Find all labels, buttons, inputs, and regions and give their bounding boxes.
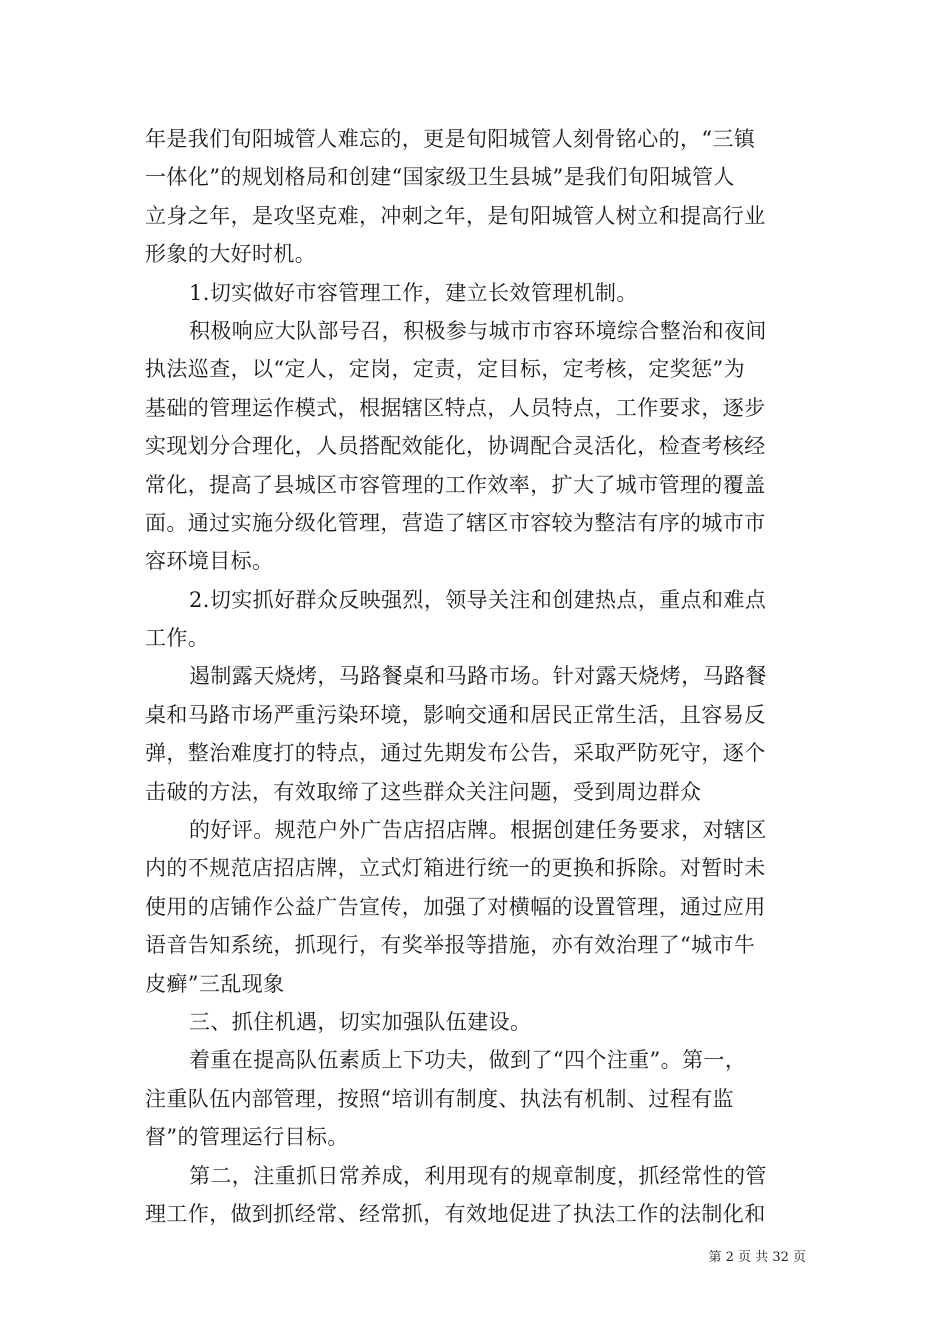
text-line: 第二，注重抓日常养成，利用现有的规章制度，抓经常性的管 <box>189 1163 767 1188</box>
text-line: 容环境目标。 <box>145 549 274 574</box>
text-line: 弹，整治难度打的特点，通过先期发布公告，采取严防死守，逐个 <box>145 741 766 766</box>
text-line: 执法巡查，以“定人，定岗，定责，定目标，定考核，定奖惩”为 <box>145 357 746 382</box>
text-line: 语音告知系统，抓现行，有奖举报等措施，亦有效治理了“城市牛 <box>145 933 756 958</box>
text-line: 注重队伍内部管理，按照“培训有制度、执法有机制、过程有监 <box>145 1086 734 1111</box>
text-line: 1.切实做好市容管理工作，建立长效管理机制。 <box>189 280 638 305</box>
text-line: 的好评。规范户外广告店招店牌。根据创建任务要求，对辖区 <box>189 818 767 843</box>
text-line: 基础的管理运作模式，根据辖区特点，人员特点，工作要求，逐步 <box>145 395 766 420</box>
text-line: 面。通过实施分级化管理，营造了辖区市容较为整洁有序的城市市 <box>145 510 766 535</box>
text-line: 内的不规范店招店牌，立式灯箱进行统一的更换和拆除。对暂时未 <box>145 856 766 881</box>
text-line: 督”的管理运行目标。 <box>145 1125 349 1150</box>
text-line: 着重在提高队伍素质上下功夫，做到了“四个注重”。第一， <box>189 1048 747 1073</box>
text-line: 桌和马路市场严重污染环境，影响交通和居民正常生活，且容易反 <box>145 702 766 727</box>
page-number: 第 2 页 共 32 页 <box>708 1250 806 1265</box>
text-line: 积极响应大队部号召，积极参与城市市容环境综合整治和夜间 <box>189 318 767 343</box>
text-line: 年是我们旬阳城管人难忘的，更是旬阳城管人刻骨铭心的，“三镇 <box>145 127 756 151</box>
text-line: 实现划分合理化，人员搭配效能化，协调配合灵活化，检查考核经 <box>145 434 766 459</box>
text-line: 使用的店铺作公益广告宣传，加强了对横幅的设置管理，通过应用 <box>145 894 766 919</box>
text-line: 击破的方法，有效取缔了这些群众关注问题，受到周边群众 <box>145 779 702 804</box>
text-line: 皮癣”三乱现象 <box>145 971 285 996</box>
text-line: 遏制露天烧烤，马路餐桌和马路市场。针对露天烧烤，马路餐 <box>189 664 767 689</box>
text-line: 三、抓住机遇，切实加强队伍建设。 <box>189 1009 532 1034</box>
text-line: 常化，提高了县城区市容管理的工作效率，扩大了城市管理的覆盖 <box>145 472 766 497</box>
text-line: 理工作，做到抓经常、经常抓，有效地促进了执法工作的法制化和 <box>145 1201 766 1226</box>
text-line: 立身之年，是攻坚克难，冲刺之年，是旬阳城管人树立和提高行业 <box>145 203 766 228</box>
document-body <box>145 120 807 1233</box>
text-line: 2.切实抓好群众反映强烈，领导关注和创建热点，重点和难点 <box>189 587 767 612</box>
text-line: 一体化”的规划格局和创建“国家级卫生县城”是我们旬阳城管人 <box>145 165 735 190</box>
text-line: 形象的大好时机。 <box>145 242 317 267</box>
text-line: 工作。 <box>145 626 210 651</box>
